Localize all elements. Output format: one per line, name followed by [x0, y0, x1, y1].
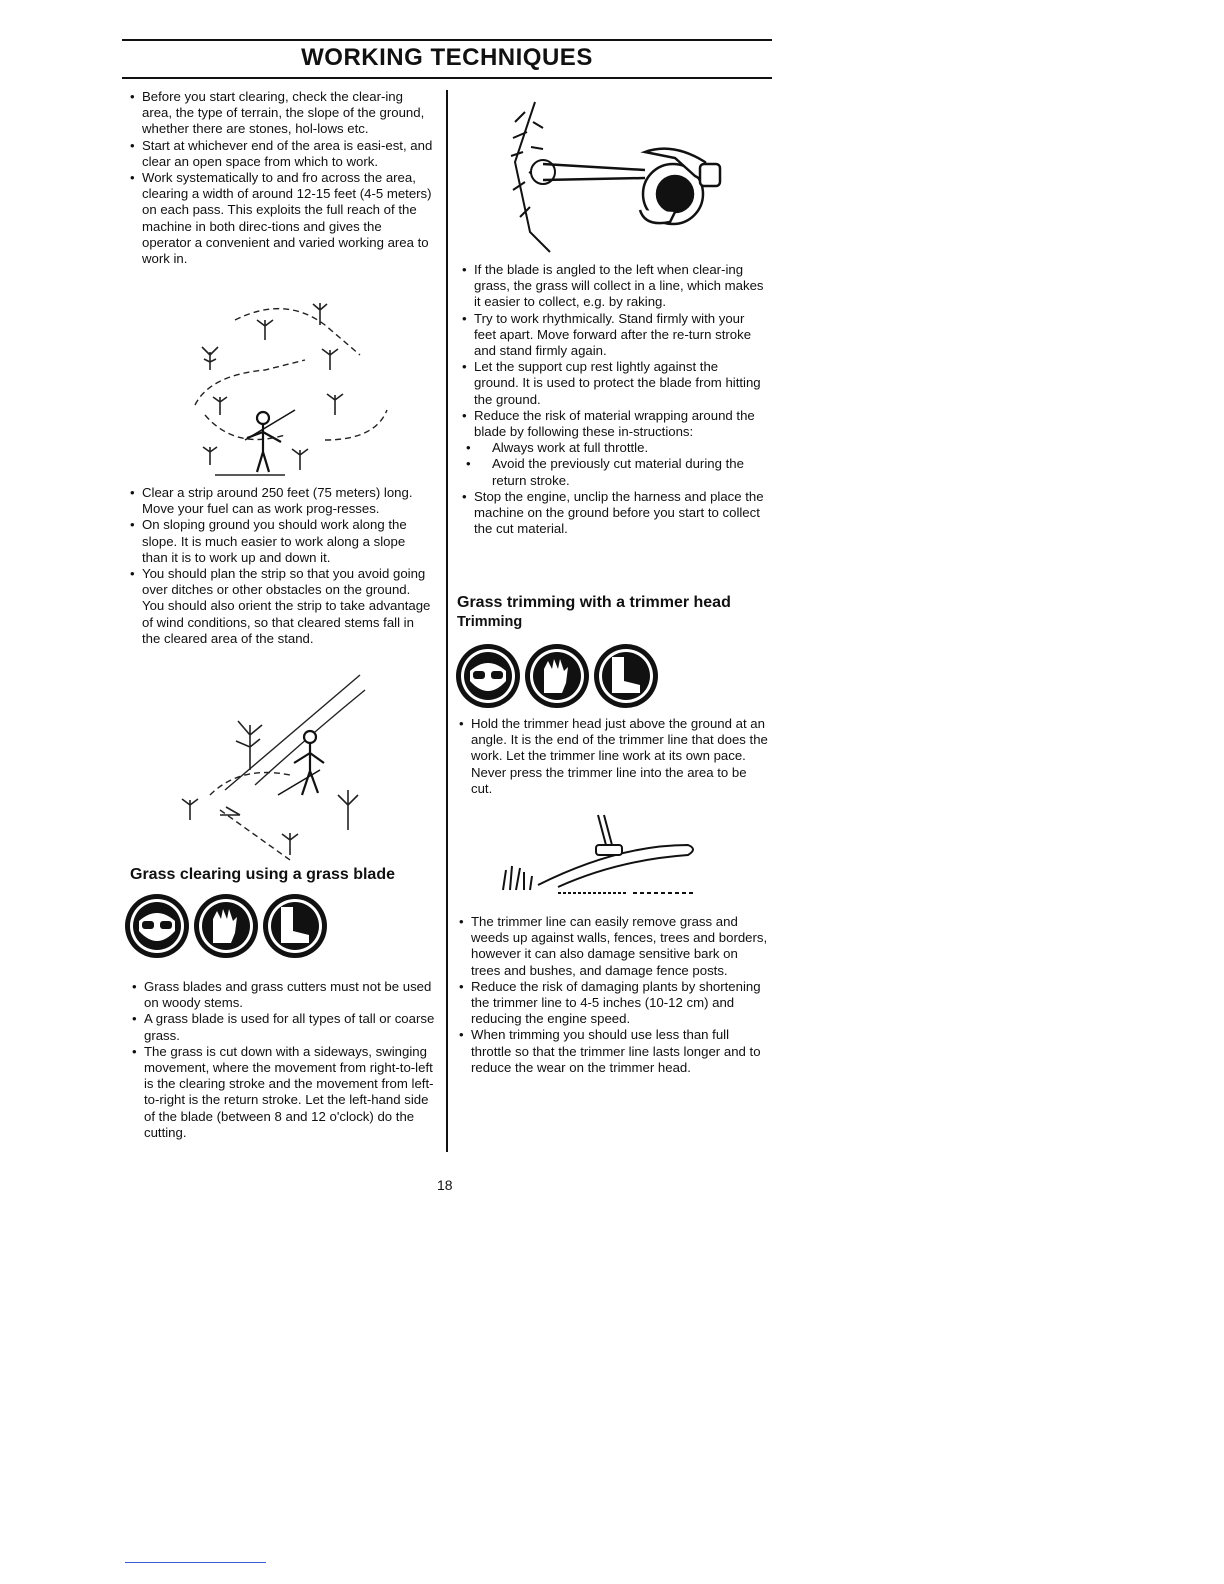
clearing-pattern-illustration [175, 300, 405, 480]
bullet-list-blade-technique [460, 262, 766, 440]
list-item: • Work systematically to and fro across the area, clearing a width of around 12-15 feet (4-5 meters) on each pass. This exploits the full reach of the machine in both direc-tions and gives the operator a convenient and varied working area to work in. [128, 170, 434, 267]
left-column [128, 89, 434, 267]
title-underline [122, 77, 772, 79]
bullet-list-trimmer-tips [457, 914, 769, 1076]
face-protection-icon [456, 644, 520, 708]
bullet-list-grass-blade [130, 979, 440, 1141]
trimming-subheading: Trimming [457, 614, 523, 630]
left-column-middle [128, 485, 434, 647]
list-item: • Hold the trimmer head just above the ground at an angle. It is the end of the trimmer line that does the work. Let the trimmer line work at its own pace. Never press the trimmer line into the area to be cut. [457, 716, 769, 797]
face-protection-icon [125, 894, 189, 958]
list-item: • The grass is cut down with a sideways, swinging movement, where the movement from right-to-left is the clearing stroke and the movement from left-to-right is the return stroke. Let the left-hand side of the blade (between 8 and 12 o'clock) do the cutting. [130, 1044, 440, 1141]
bullet-list-strip [128, 485, 434, 647]
list-item: • A grass blade is used for all types of tall or coarse grass. [130, 1011, 440, 1043]
operator-blade-illustration [495, 92, 725, 254]
list-item: • You should plan the strip so that you avoid going over ditches or other obstacles on the ground. You should also orient the strip to take advantage of wind conditions, so that cleared stems fall in the cleared area of the stand. [128, 566, 434, 647]
slope-clearing-illustration [170, 675, 370, 865]
list-item: • Always work at full throttle. [464, 440, 766, 456]
trimmer-head-illustration [498, 815, 718, 900]
gloves-icon [194, 894, 258, 958]
safety-icons-grass-blade [123, 891, 328, 961]
bullet-list-stop [460, 489, 766, 538]
list-item: • Let the support cup rest lightly against the ground. It is used to protect the blade from hitting the ground. [460, 359, 766, 408]
right-column-top [460, 262, 766, 537]
list-item: • Clear a strip around 250 feet (75 meters) long. Move your fuel can as work prog-resses. [128, 485, 434, 517]
top-rule [122, 39, 772, 41]
safety-icons-trimmer [454, 641, 659, 711]
list-item: • On sloping ground you should work along the slope. It is much easier to work along a slope than it is to work up and down it. [128, 517, 434, 566]
boots-icon [594, 644, 658, 708]
list-item: • Reduce the risk of material wrapping around the blade by following these in-structions: [460, 408, 766, 440]
list-item: • Try to work rhythmically. Stand firmly with your feet apart. Move forward after the re-turn stroke and stand firmly again. [460, 311, 766, 360]
gloves-icon [525, 644, 589, 708]
column-divider [446, 90, 448, 1152]
list-item: • Stop the engine, unclip the harness and place the machine on the ground before you start to collect the cut material. [460, 489, 766, 538]
sub-bullet-list [464, 440, 766, 489]
bullet-list-trimmer-hold [457, 716, 769, 797]
list-item: • The trimmer line can easily remove grass and weeds up against walls, fences, trees and borders, however it can also damage sensitive bark on trees and bushes, and damage fence posts. [457, 914, 769, 979]
footer-link-underline [125, 1562, 266, 1563]
list-item: • Grass blades and grass cutters must not be used on woody stems. [130, 979, 440, 1011]
left-column-bottom [130, 979, 440, 1141]
list-item: • Reduce the risk of damaging plants by shortening the trimmer line to 4-5 inches (10-12 cm) and reducing the engine speed. [457, 979, 769, 1028]
list-item: • Start at whichever end of the area is easi-est, and clear an open space from which to work. [128, 138, 434, 170]
page-number: 18 [437, 1177, 453, 1193]
list-item: • Before you start clearing, check the clear-ing area, the type of terrain, the slope of the ground, whether there are stones, hol-lows etc. [128, 89, 434, 138]
page-title: WORKING TECHNIQUES [301, 44, 593, 71]
list-item: • If the blade is angled to the left when clear-ing grass, the grass will collect in a line, which makes it easier to collect, e.g. by raking. [460, 262, 766, 311]
right-column-bottom [457, 914, 769, 1076]
boots-icon [263, 894, 327, 958]
list-item: • When trimming you should use less than full throttle so that the trimmer line lasts longer and to reduce the wear on the trimmer head. [457, 1027, 769, 1076]
bullet-list-intro [128, 89, 434, 267]
right-column-middle [457, 716, 769, 797]
grass-blade-heading: Grass clearing using a grass blade [130, 866, 395, 883]
trimmer-heading: Grass trimming with a trimmer head [457, 594, 731, 611]
list-item: • Avoid the previously cut material during the return stroke. [464, 456, 766, 488]
